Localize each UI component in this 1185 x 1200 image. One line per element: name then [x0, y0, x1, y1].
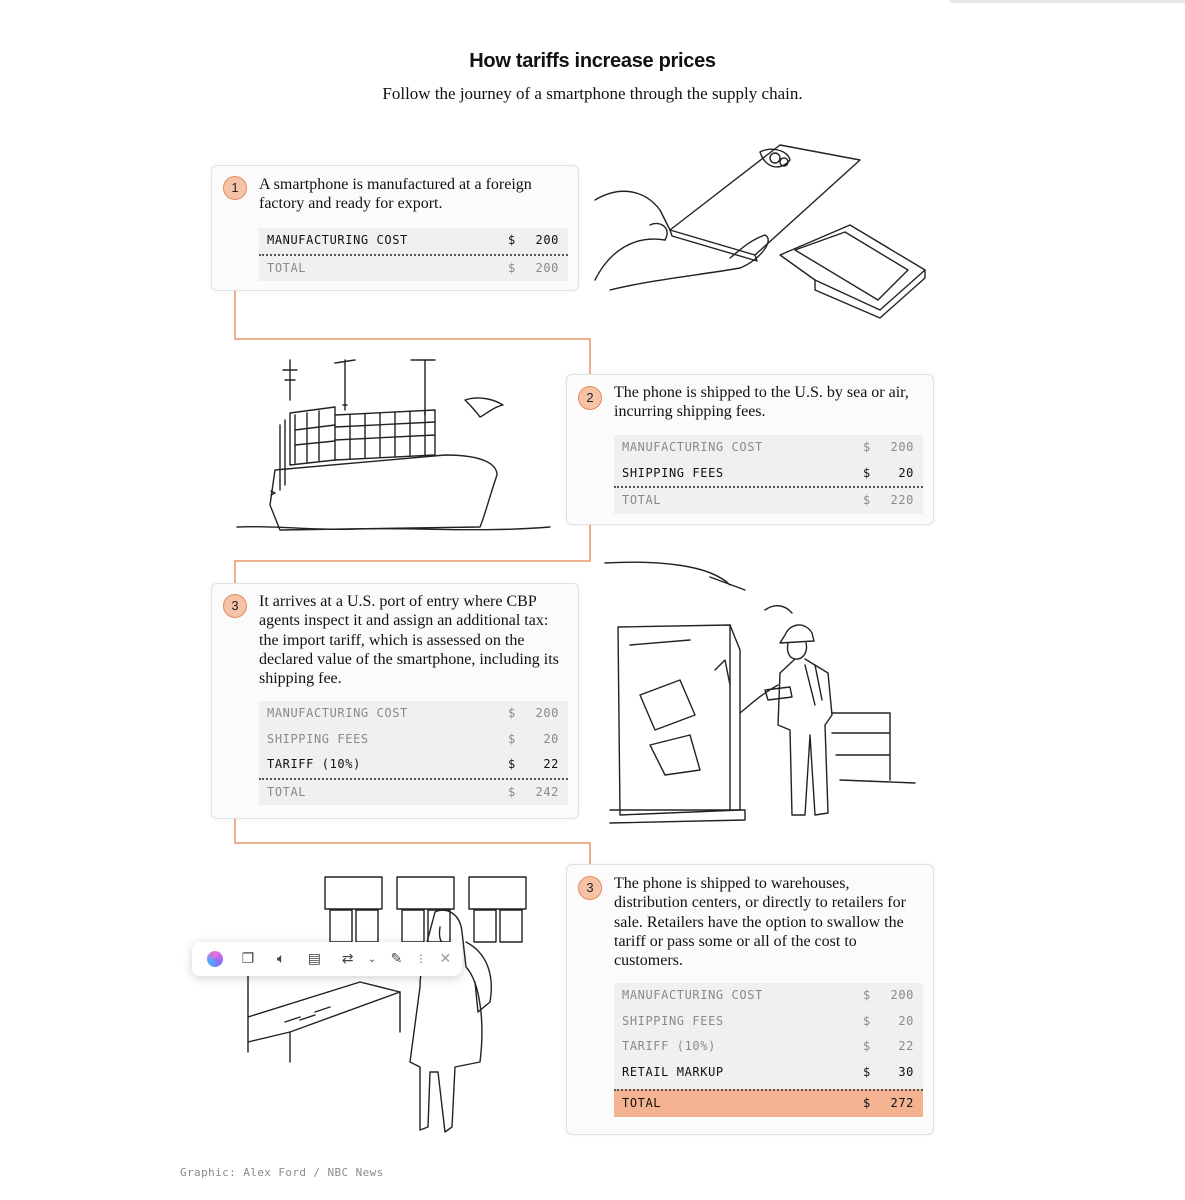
highlighter-icon[interactable]: ✎ — [390, 951, 403, 967]
step-badge: 3 — [223, 594, 247, 618]
ledger-dollar: $ — [508, 757, 516, 771]
ledger-amount: 30 — [898, 1064, 914, 1079]
ledger-row — [614, 435, 923, 461]
ledger-row — [259, 752, 568, 778]
ledger-label: SHIPPING FEES — [267, 731, 369, 746]
ledger-amount: 22 — [543, 757, 559, 771]
cost-ledger — [614, 435, 923, 514]
cost-ledger — [259, 701, 568, 805]
ledger-amount: 272 — [890, 1096, 914, 1110]
ledger-amount: 200 — [535, 233, 559, 247]
ledger-dollar: $ — [508, 706, 516, 720]
ledger-dollar: $ — [508, 260, 516, 275]
ledger-dollar: $ — [863, 1064, 871, 1079]
step-description: The phone is shipped to warehouses, distribution centers, or directly to retailers for sale. Retailers have the option to swallow the tariff or pass some or all of the cost to customers. — [614, 875, 906, 970]
ledger-total-row — [614, 486, 923, 514]
ledger-dollar: $ — [863, 1096, 871, 1110]
ledger-row — [614, 1009, 923, 1035]
ledger-row — [259, 727, 568, 753]
translate-icon[interactable]: ⇄ — [341, 951, 354, 967]
ledger-amount: 20 — [898, 1013, 914, 1028]
brain-icon[interactable] — [198, 944, 231, 974]
chevron-down-icon[interactable]: ⌄ — [367, 953, 377, 965]
ledger-dollar: $ — [508, 233, 516, 247]
page-title: How tariffs increase prices — [469, 50, 716, 72]
step-description: A smartphone is manufactured at a foreign factory and ready for export. — [259, 176, 532, 213]
ledger-amount: 200 — [535, 260, 559, 275]
step-description: The phone is shipped to the U.S. by sea or air, incurring shipping fees. — [614, 384, 909, 421]
ledger-label: SHIPPING FEES — [622, 1013, 724, 1028]
customs-inspector-illustration — [600, 555, 920, 830]
step-card-1 — [211, 165, 579, 291]
step-badge: 3 — [578, 876, 602, 900]
ledger-amount: 200 — [535, 706, 559, 720]
ledger-dollar: $ — [863, 988, 871, 1002]
ledger-label: MANUFACTURING COST — [267, 706, 408, 720]
ledger-total-row — [259, 254, 568, 282]
ledger-label: TARIFF (10%) — [622, 1039, 716, 1053]
ledger-label: TARIFF (10%) — [267, 757, 361, 771]
page-subtitle: Follow the journey of a smartphone through the supply chain. — [382, 84, 803, 103]
ledger-label: SHIPPING FEES — [622, 465, 724, 480]
step-badge: 2 — [578, 386, 602, 410]
close-icon[interactable]: ✕ — [439, 951, 452, 967]
ledger-amount: 220 — [890, 493, 914, 507]
ledger-dollar: $ — [508, 731, 516, 746]
speaker-icon[interactable]: 🔈︎ — [276, 951, 286, 967]
ledger-row — [614, 983, 923, 1009]
ledger-row — [259, 701, 568, 727]
ledger-dollar: $ — [863, 1013, 871, 1028]
step-card-3 — [211, 583, 579, 819]
step-description: It arrives at a U.S. port of entry where CBP agents inspect it and assign an additional tax: the import tariff, which is assessed on the declared value of the smartphone, including its shipping fee. — [259, 593, 559, 688]
cargo-ship-illustration — [235, 355, 555, 540]
ledger-label: MANUFACTURING COST — [267, 233, 408, 247]
cost-ledger — [614, 983, 923, 1117]
graphic-credit: Graphic: Alex Ford / NBC News — [180, 1166, 384, 1179]
summary-icon[interactable]: ▤ — [307, 951, 321, 967]
ledger-label: TOTAL — [267, 260, 307, 275]
ledger-dollar: $ — [863, 1039, 871, 1053]
ledger-dollar: $ — [863, 440, 871, 454]
ledger-dollar: $ — [508, 784, 516, 799]
ledger-row — [614, 1034, 923, 1060]
ledger-amount: 200 — [890, 988, 914, 1002]
ledger-total-row — [614, 1089, 923, 1117]
ledger-dollar: $ — [863, 493, 871, 507]
ledger-total-row — [259, 778, 568, 806]
ledger-label: TOTAL — [622, 1096, 662, 1110]
ledger-row — [259, 228, 568, 254]
step-badge: 1 — [223, 176, 247, 200]
ledger-label: RETAIL MARKUP — [622, 1064, 724, 1079]
ledger-label: MANUFACTURING COST — [622, 440, 763, 454]
top-scroll-indicator — [950, 0, 1185, 3]
copy-icon[interactable]: ❐ — [241, 951, 255, 967]
ledger-dollar: $ — [863, 465, 871, 480]
ledger-amount: 242 — [535, 784, 559, 799]
ledger-label: TOTAL — [622, 493, 662, 507]
ledger-label: MANUFACTURING COST — [622, 988, 763, 1002]
step-card-2 — [566, 374, 934, 525]
ledger-amount: 200 — [890, 440, 914, 454]
ledger-amount: 20 — [898, 465, 914, 480]
cost-ledger — [259, 228, 568, 281]
more-icon[interactable]: ⋮ — [415, 953, 426, 965]
ledger-label: TOTAL — [267, 784, 307, 799]
phone-in-hands-illustration — [590, 140, 930, 315]
step-card-4 — [566, 864, 934, 1135]
ledger-amount: 22 — [898, 1039, 914, 1053]
floating-toolbar — [192, 942, 462, 976]
ledger-amount: 20 — [543, 731, 559, 746]
retail-store-illustration — [240, 872, 540, 1142]
ledger-row — [614, 461, 923, 487]
ledger-row — [614, 1060, 923, 1086]
